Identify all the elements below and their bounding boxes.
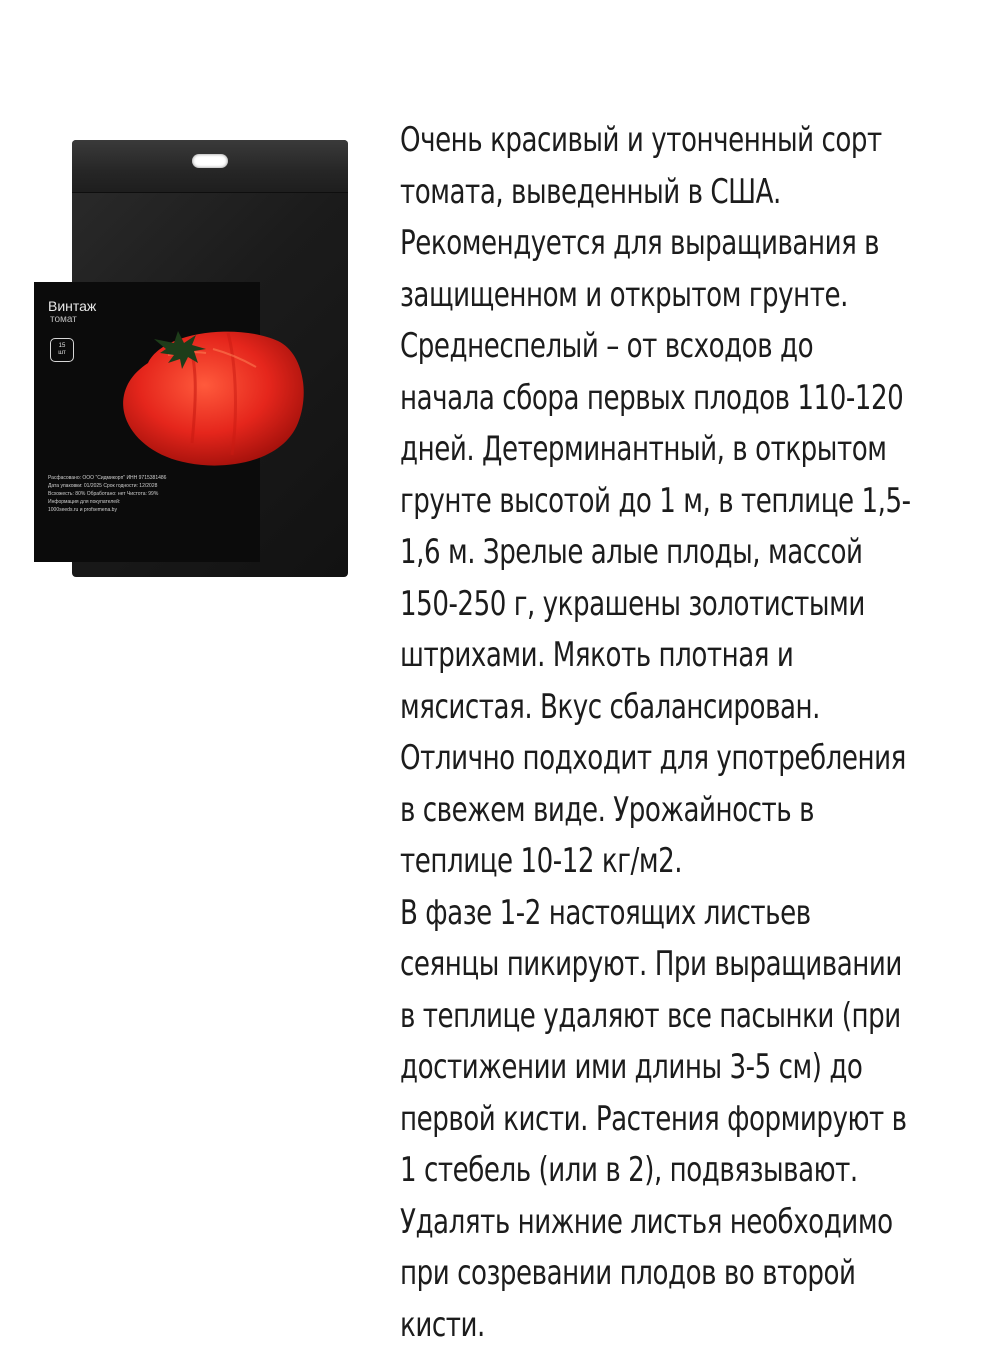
packet-crop-type: томат	[50, 314, 77, 325]
packet-info-line: Информация для покупателей:	[48, 498, 248, 506]
variety-description	[400, 114, 837, 1350]
seed-count-badge	[50, 338, 74, 362]
seed-count-unit: шт	[51, 350, 73, 357]
description-line: Очень красивый и утонченный сорт	[400, 114, 837, 166]
tomato-icon	[118, 323, 308, 469]
description-line: мясистая. Вкус сбалансирован.	[400, 681, 837, 733]
description-line: томата, выведенный в США.	[400, 166, 837, 218]
packet-info-text	[48, 474, 248, 514]
description-line: в свежем виде. Урожайность в	[400, 784, 837, 836]
description-line: грунте высотой до 1 м, в теплице 1,5-	[400, 475, 837, 527]
description-line: Удалять нижние листья необходимо	[400, 1196, 837, 1248]
packet-info-line: 1000seeds.ru и profsemena.by	[48, 506, 248, 514]
description-line: первой кисти. Растения формируют в	[400, 1093, 837, 1145]
packet-variety-name: Винтаж	[48, 298, 96, 314]
packet-zip-strip	[72, 140, 348, 193]
description-line: в теплице удаляют все пасынки (при	[400, 990, 837, 1042]
description-line: Среднеспелый – от всходов до	[400, 320, 837, 372]
packet-info-line: Расфасовано: ООО "Сидмикорп" ИНН 9715381486	[48, 474, 248, 482]
description-line: Отлично подходит для употребления	[400, 732, 837, 784]
description-line: сеянцы пикируют. При выращивании	[400, 938, 837, 990]
description-line: 1,6 м. Зрелые алые плоды, массой	[400, 526, 837, 578]
seed-count-number: 15	[51, 343, 73, 350]
description-line: В фазе 1-2 настоящих листьев	[400, 887, 837, 939]
description-line: дней. Детерминантный, в открытом	[400, 423, 837, 475]
description-line: кисти.	[400, 1299, 837, 1350]
description-line: 150-250 г, украшены золотистыми	[400, 578, 837, 630]
packet-info-line: Дата упаковки: 01/2025 Срок годности: 12/2028	[48, 482, 248, 490]
description-line: достижении ими длины 3-5 см) до	[400, 1041, 837, 1093]
description-line: при созревании плодов во второй	[400, 1247, 837, 1299]
packet-info-line: Всхожесть: 80% Обработано: нет Чистота: 99%	[48, 490, 248, 498]
description-line: штрихами. Мякоть плотная и	[400, 629, 837, 681]
hang-hole	[192, 154, 228, 168]
description-line: 1 стебель (или в 2), подвязывают.	[400, 1144, 837, 1196]
description-line: Рекомендуется для выращивания в	[400, 217, 837, 269]
description-line: защищенном и открытом грунте.	[400, 269, 837, 321]
description-line: начала сбора первых плодов 110-120	[400, 372, 837, 424]
description-line: теплице 10-12 кг/м2.	[400, 835, 837, 887]
